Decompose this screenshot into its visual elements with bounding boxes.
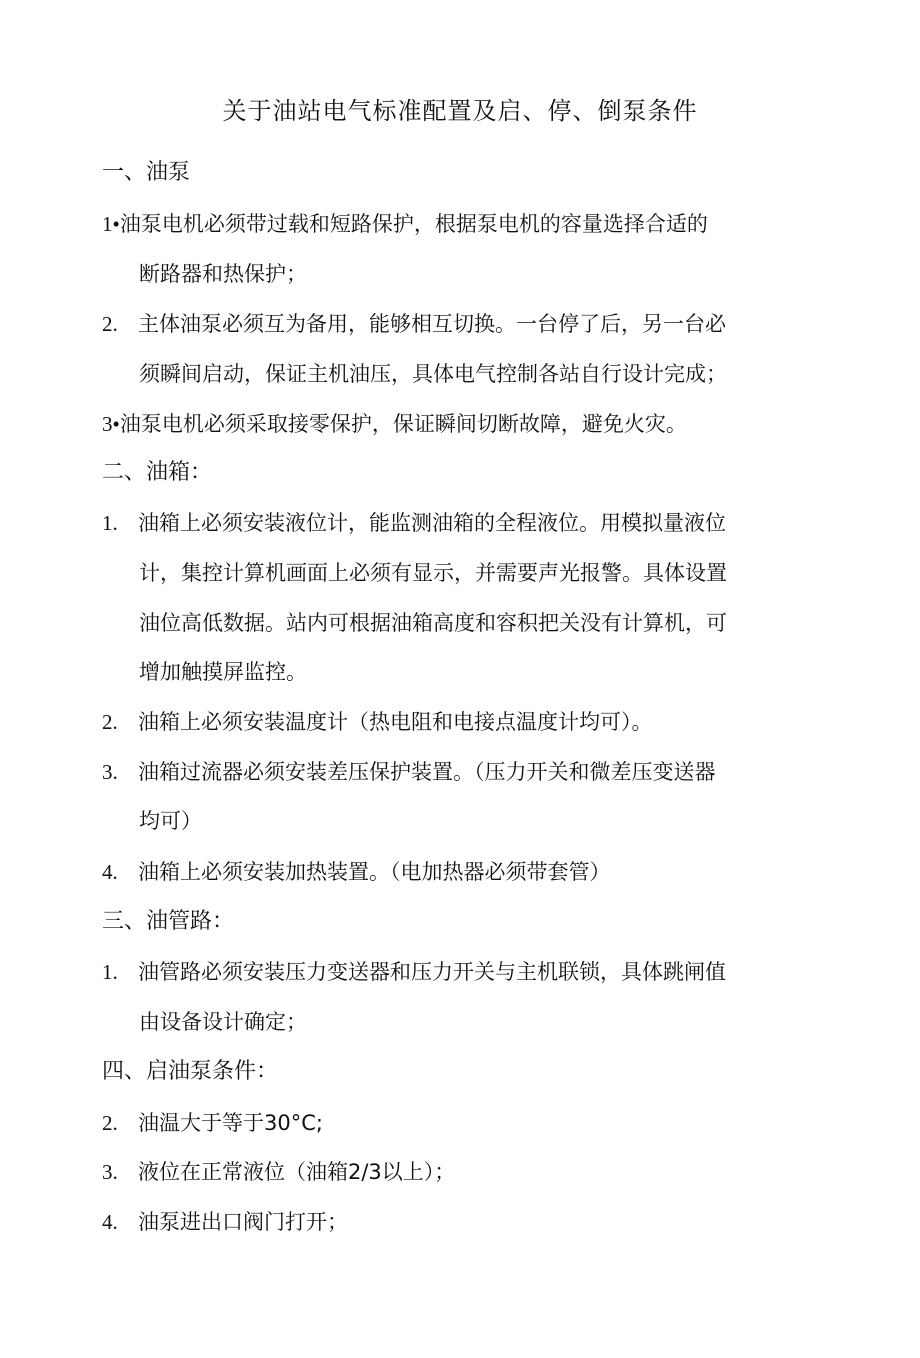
item-number: 1. <box>102 511 118 535</box>
item-number: 2. <box>102 312 118 336</box>
item-text: 油箱上必须安装温度计（热电阻和电接点温度计均可）。 <box>138 710 653 734</box>
document-title: 关于油站电气标准配置及启、停、倒泵条件 <box>222 97 698 125</box>
list-item <box>102 207 802 241</box>
item-number: 3• <box>102 412 120 436</box>
item-number: 2. <box>102 1111 118 1135</box>
item-text: 液位在正常液位（油箱2/3以上）； <box>138 1160 456 1184</box>
item-text-continued: 计，集控计算机画面上必须有显示，并需要声光报警。具体设置 <box>139 561 727 585</box>
item-text-continued: 均可） <box>139 809 202 833</box>
item-text: 油泵进出口阀门打开； <box>138 1210 348 1234</box>
item-text: 油泵电机必须采取接零保护，保证瞬间切断故障，避免火灾。 <box>119 412 687 436</box>
item-text-continued: 断路器和热保护； <box>139 262 307 286</box>
list-item <box>102 705 802 739</box>
section-heading-oil-pump: 一、油泵 <box>102 160 191 185</box>
list-item <box>102 955 802 989</box>
section-heading-oil-tank: 二、油箱： <box>102 460 213 485</box>
item-text: 油箱上必须安装液位计，能监测油箱的全程液位。用模拟量液位 <box>138 511 726 535</box>
item-text-continued: 增加触摸屏监控。 <box>139 660 307 684</box>
item-number: 4. <box>102 860 118 884</box>
list-item <box>102 506 802 540</box>
item-number: 2. <box>102 710 118 734</box>
item-text: 主体油泵必须互为备用，能够相互切换。一台停了后，另一台必 <box>138 312 726 336</box>
item-text: 油箱过流器必须安装差压保护装置。（压力开关和微差压变送器 <box>138 760 716 784</box>
item-number: 3. <box>102 1160 118 1184</box>
list-item <box>102 855 802 889</box>
item-number: 1• <box>102 212 120 236</box>
item-text-continued: 油位高低数据。站内可根据油箱高度和容积把关没有计算机，可 <box>139 611 727 635</box>
list-item <box>102 1205 802 1239</box>
item-text: 油泵电机必须带过载和短路保护，根据泵电机的容量选择合适的 <box>119 212 708 236</box>
list-item <box>102 307 802 341</box>
item-number: 4. <box>102 1210 118 1234</box>
item-number: 3. <box>102 760 118 784</box>
item-text-continued: 由设备设计确定； <box>139 1010 307 1034</box>
list-item <box>102 407 802 441</box>
item-text-continued: 须瞬间启动，保证主机油压，具体电气控制各站自行设计完成； <box>139 362 727 386</box>
item-text: 油管路必须安装压力变送器和压力开关与主机联锁，具体跳闸值 <box>138 960 726 984</box>
section-heading-oil-pipeline: 三、油管路： <box>102 909 235 934</box>
item-number: 1. <box>102 960 118 984</box>
list-item <box>102 1155 802 1189</box>
item-text: 油箱上必须安装加热装置。（电加热器必须带套管） <box>138 860 611 884</box>
section-heading-pump-start-conditions: 四、启油泵条件： <box>102 1059 279 1084</box>
list-item <box>102 755 802 789</box>
list-item <box>102 1106 802 1140</box>
item-text: 油温大于等于30°C; <box>138 1111 323 1135</box>
